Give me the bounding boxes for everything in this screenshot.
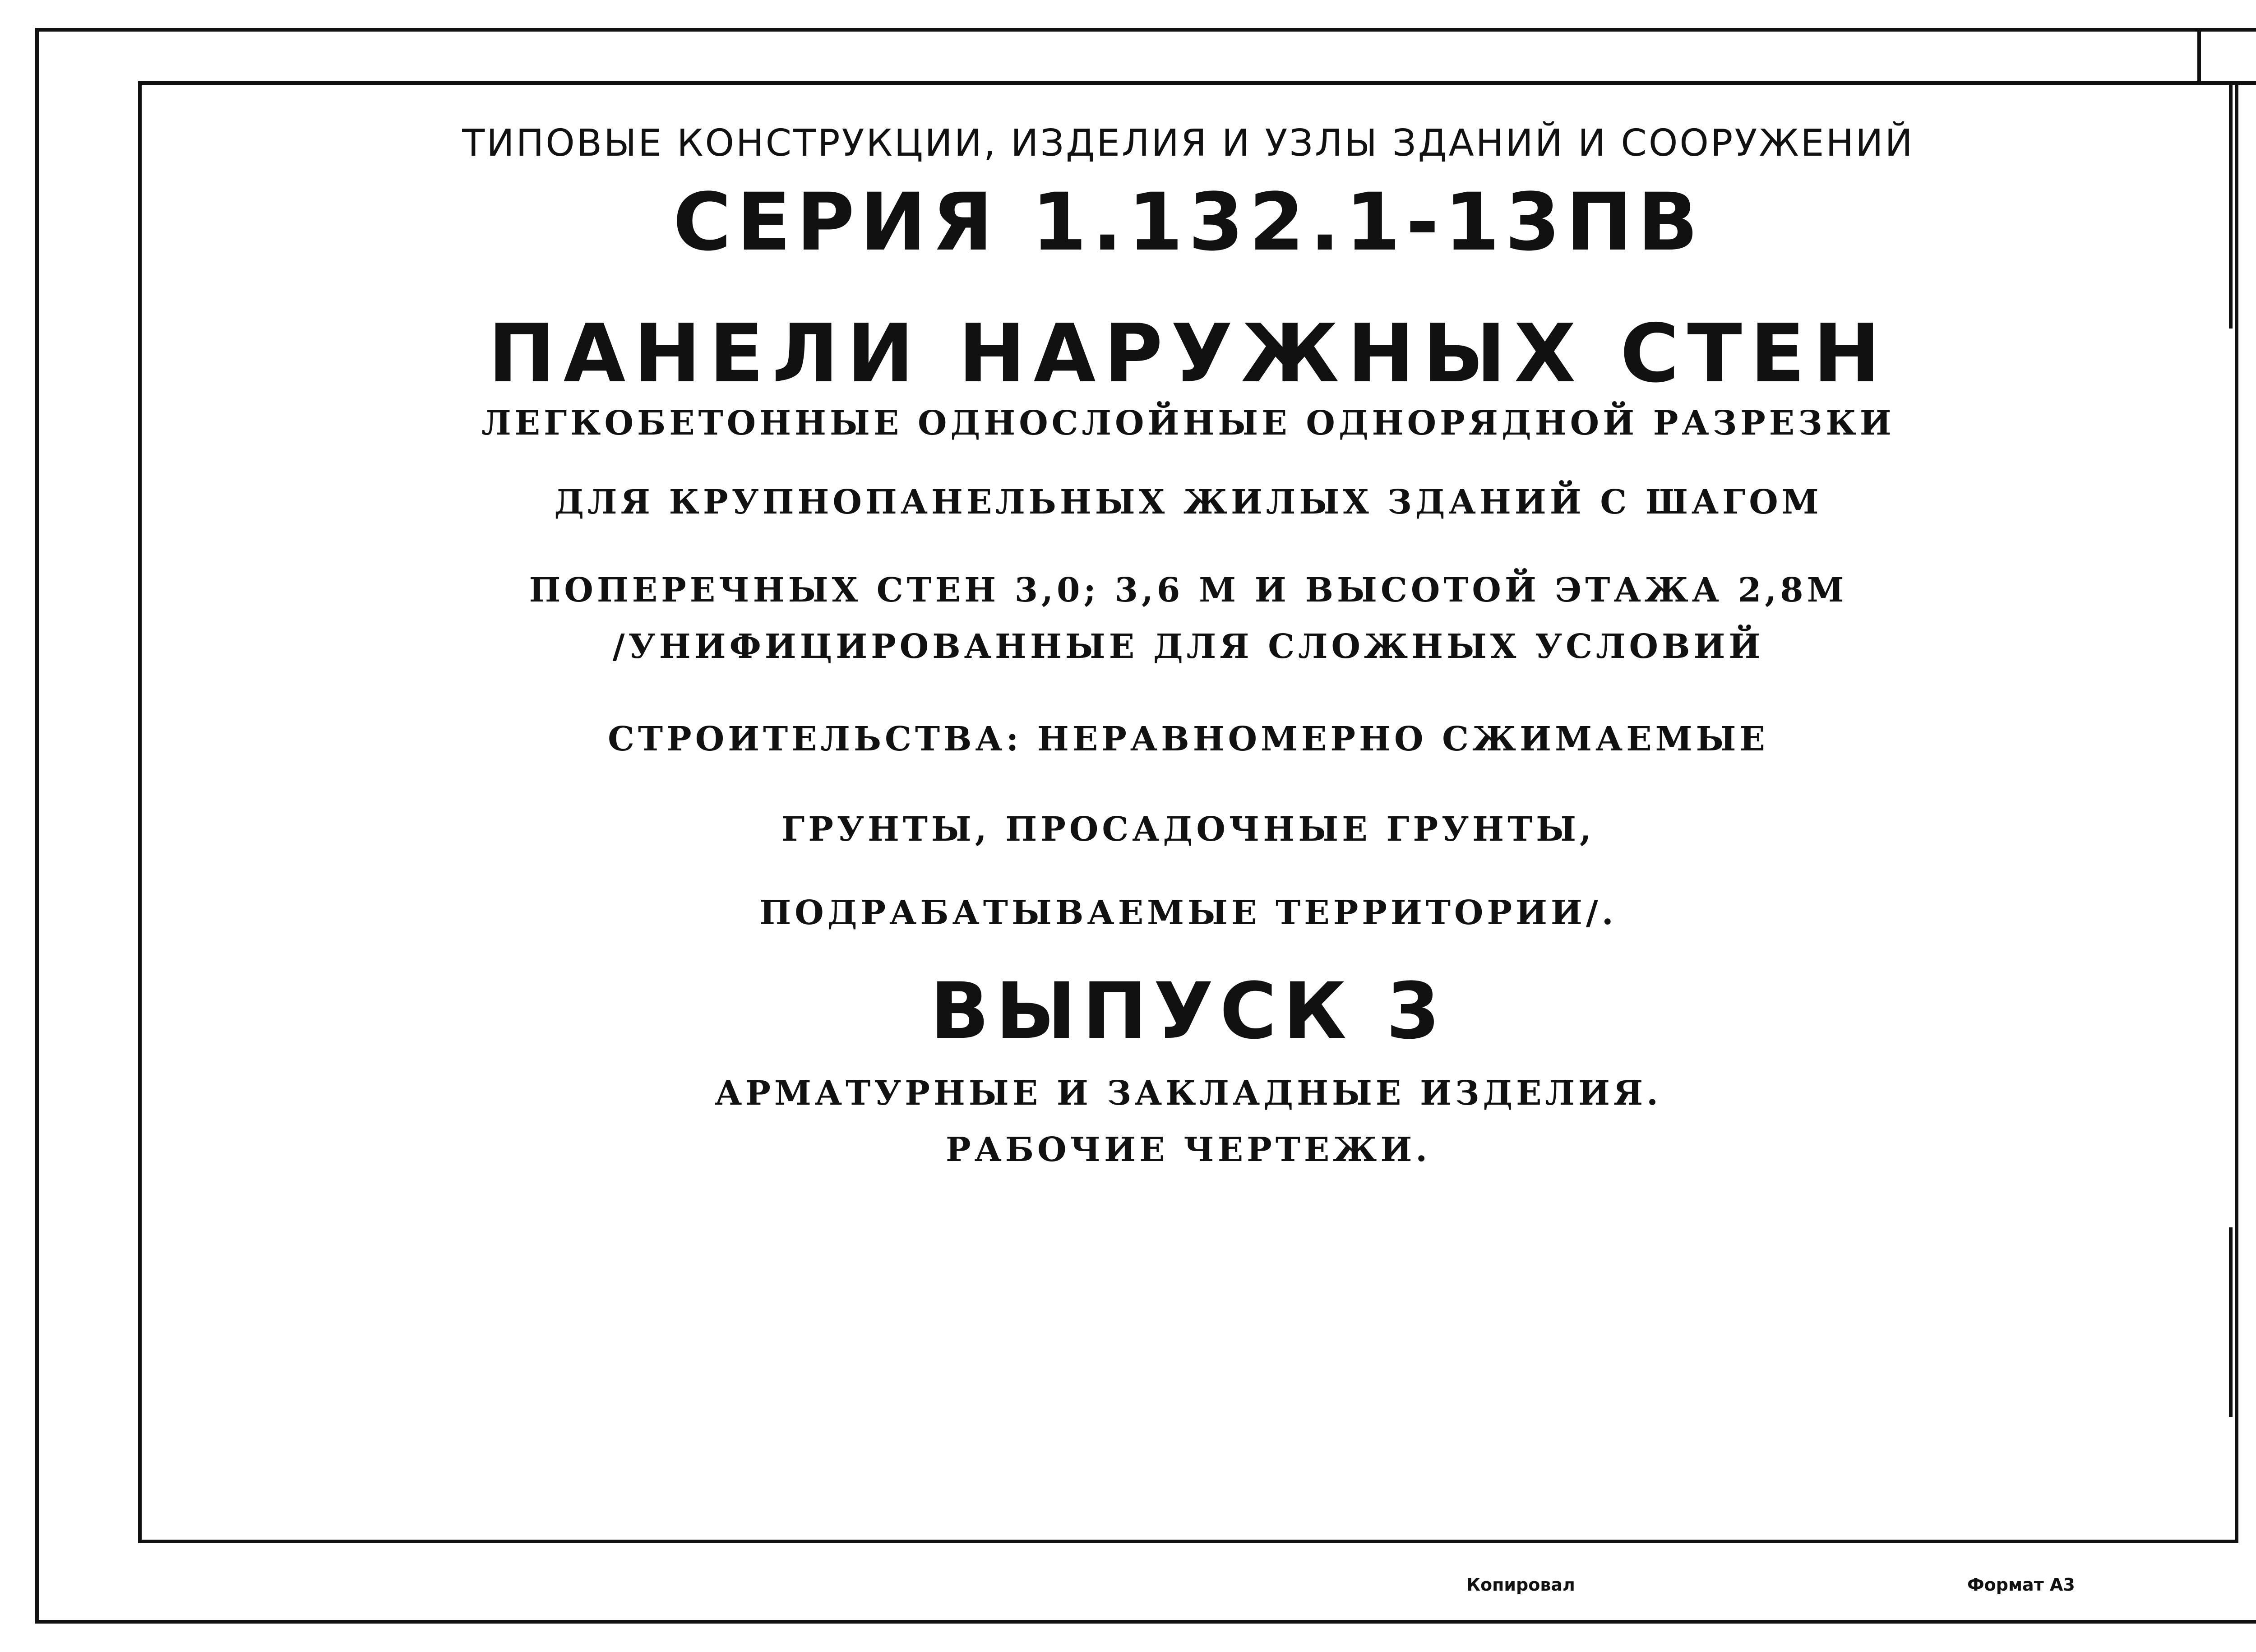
sheet-format-label: Формат А3 (1967, 1575, 2075, 1595)
copied-by-label: Копировал (1466, 1575, 1575, 1595)
subtitle-line-4: /УНИФИЦИРОВАННЫЕ ДЛЯ СЛОЖНЫХ УСЛОВИЙ (612, 627, 1764, 666)
issue-line-2: РАБОЧИЕ ЧЕРТЕЖИ. (945, 1130, 1431, 1169)
subtitle-line-2: ДЛЯ КРУПНОПАНЕЛЬНЫХ ЖИЛЫХ ЗДАНИЙ С ШАГОМ (554, 483, 1822, 522)
subtitle-line-1: ЛЕГКОБЕТОННЫЕ ОДНОСЛОЙНЫЕ ОДНОРЯДНОЙ РАЗРЕЗКИ (481, 404, 1895, 443)
subtitle-line-7: ПОДРАБАТЫВАЕМЫЕ ТЕРРИТОРИИ/. (759, 893, 1617, 932)
document-title: ПАНЕЛИ НАРУЖНЫХ СТЕН (488, 307, 1889, 400)
subtitle-line-6: ГРУНТЫ, ПРОСАДОЧНЫЕ ГРУНТЫ, (781, 810, 1595, 849)
subtitle-line-3: ПОПЕРЕЧНЫХ СТЕН 3,0; 3,6 М И ВЫСОТОЙ ЭТАЖА 2,8М (529, 571, 1848, 610)
issue-line-1: АРМАТУРНЫЕ И ЗАКЛАДНЫЕ ИЗДЕЛИЯ. (715, 1074, 1662, 1113)
collection-title: ТИПОВЫЕ КОНСТРУКЦИИ, ИЗДЕЛИЯ И УЗЛЫ ЗДАНИЙ И СООРУЖЕНИЙ (462, 122, 1914, 165)
series-title: СЕРИЯ 1.132.1-13ПВ (673, 176, 1704, 268)
subtitle-line-5: СТРОИТЕЛЬСТВА: НЕРАВНОМЕРНО СЖИМАЕМЫЕ (608, 720, 1769, 759)
issue-title: ВЫПУСК 3 (930, 966, 1447, 1056)
frame-margin-line-bottom (2229, 1227, 2233, 1417)
corner-stamp-box (2197, 28, 2256, 85)
